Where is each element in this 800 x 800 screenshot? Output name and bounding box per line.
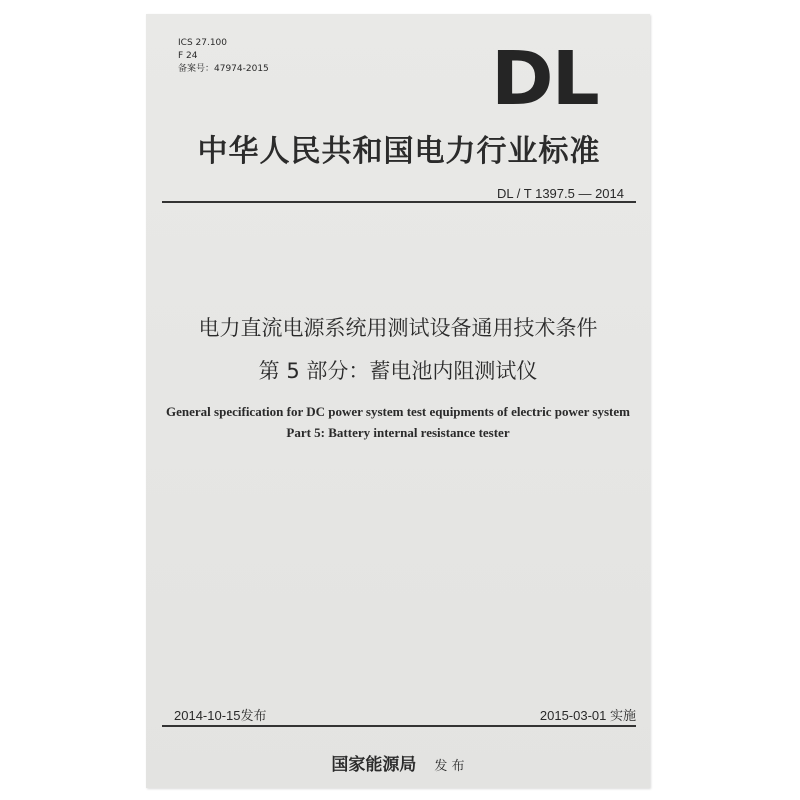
document-title-en-line2: Part 5: Battery internal resistance tester <box>286 425 510 440</box>
record-number: 备案号：47974-2015 <box>178 64 269 74</box>
standard-number: DL / T 1397.5 — 2014 <box>497 186 624 201</box>
publisher-name: 国家能源局 <box>331 755 417 775</box>
document-title-zh-line1: 电力直流电源系统用测试设备通用技术条件 <box>198 316 598 340</box>
document-title-zh-line2: 第 5 部分：蓄电池内阻测试仪 <box>258 359 538 383</box>
standard-category-title: 中华人民共和国电力行业标准 <box>197 134 601 169</box>
dl-logo: DL <box>491 36 598 122</box>
issue-date: 2014-10-15发布 <box>174 708 267 723</box>
ics-code: ICS 27.100 <box>178 38 228 48</box>
bottom-divider <box>162 725 636 727</box>
document-title-en-line1: General specification for DC power system test equipments of electric power system <box>166 404 630 419</box>
standard-cover <box>146 14 650 788</box>
publisher-line <box>146 750 650 775</box>
implementation-date: 2015-03-01 实施 <box>539 708 636 723</box>
top-divider <box>162 201 636 203</box>
ccs-code: F 24 <box>178 51 198 61</box>
publish-action: 发 布 <box>434 759 465 774</box>
